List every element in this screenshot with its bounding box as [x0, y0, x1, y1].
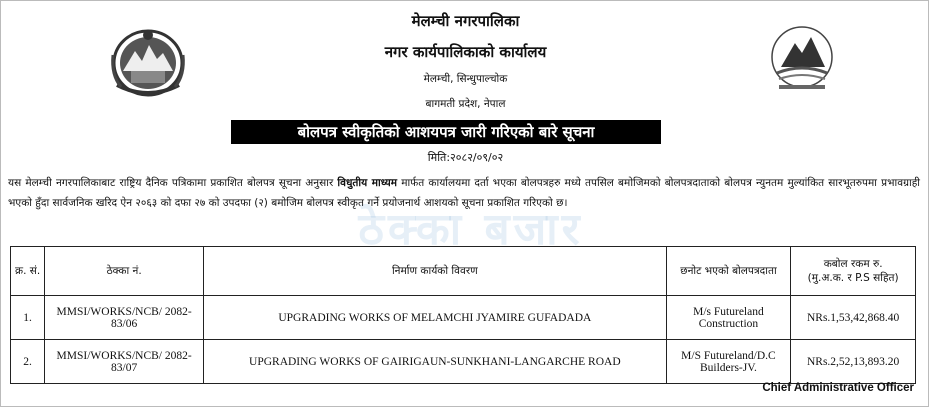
municipality-name: मेलम्ची नगरपालिका: [411, 12, 520, 30]
notice-body-part2: मार्फत कार्यालयमा दर्ता भएका बोलपत्रहरु मध्ये तपसिल बमोजिमको बोलपत्रदाताको बोलपत्र न्युनतम मुल्यांकित सारभूतरुपमा प्रभावग्राही भएको हुँदा सार्वजनिक खरिद ऐन २०६३ को दफा २७ को उपदफा (२) बमोजिम बोलपत्र स्वीकृत गर्ने प्रयोजनार्थ आशयको सूचना प्रकाशित गरिएको छ।: [8, 177, 921, 209]
row-bidder: M/s Futureland Construction: [666, 296, 791, 340]
row-amount: NRs.1,53,42,868.40: [791, 296, 916, 340]
header-amount-line2: (मु.अ.क. र P.S सहित): [807, 272, 899, 284]
header-description: निर्माण कार्यको विवरण: [204, 247, 667, 296]
province-line: बागमती प्रदेश, नेपाल: [425, 98, 506, 110]
watermark: ठेक्का बजार: [358, 204, 584, 255]
notice-body-part1: यस मेलम्ची नगरपालिकाबाट राष्ट्रिय दैनिक पत्रिकामा प्रकाशित बोलपत्र सूचना अनुसार: [8, 177, 334, 189]
header-sn: क्र. सं.: [11, 247, 45, 296]
table-row: [11, 296, 916, 340]
header-amount: [791, 247, 916, 296]
table-row: [11, 340, 916, 384]
table-header-row: [11, 247, 916, 296]
header-amount-line1: कबोल रकम रु.: [823, 258, 883, 270]
nepal-government-emblem-icon: [109, 25, 187, 99]
row-contract: MMSI/WORKS/NCB/ 2082-83/07: [45, 340, 204, 384]
row-sn: 1.: [11, 296, 45, 340]
row-bidder: M/S Futureland/D.C Builders-JV.: [666, 340, 791, 384]
header-contract: ठेक्का नं.: [45, 247, 204, 296]
notice-body-bold: विधुतीय माध्यम: [337, 177, 398, 189]
office-address: मेलम्ची, सिन्धुपाल्चोक: [423, 73, 508, 85]
notice-date: मिति:२०८२/०९/०२: [427, 151, 504, 164]
row-description: UPGRADING WORKS OF GAIRIGAUN-SUNKHANI-LANGARCHE ROAD: [204, 340, 667, 384]
notice-title: बोलपत्र स्वीकृतिको आशयपत्र जारी गरिएको बारे सूचना: [231, 120, 661, 144]
office-name: नगर कार्यपालिकाको कार्यालय: [384, 43, 547, 61]
bid-table: [10, 246, 916, 384]
notice-body: [8, 173, 920, 213]
row-amount: NRs.2,52,13,893.20: [791, 340, 916, 384]
row-sn: 2.: [11, 340, 45, 384]
header-bidder: छनोट भएको बोलपत्रदाता: [666, 247, 791, 296]
signature-title: Chief Administrative Officer: [762, 382, 914, 394]
row-contract: MMSI/WORKS/NCB/ 2082-83/06: [45, 296, 204, 340]
row-description: UPGRADING WORKS OF MELAMCHI JYAMIRE GUFADADA: [204, 296, 667, 340]
